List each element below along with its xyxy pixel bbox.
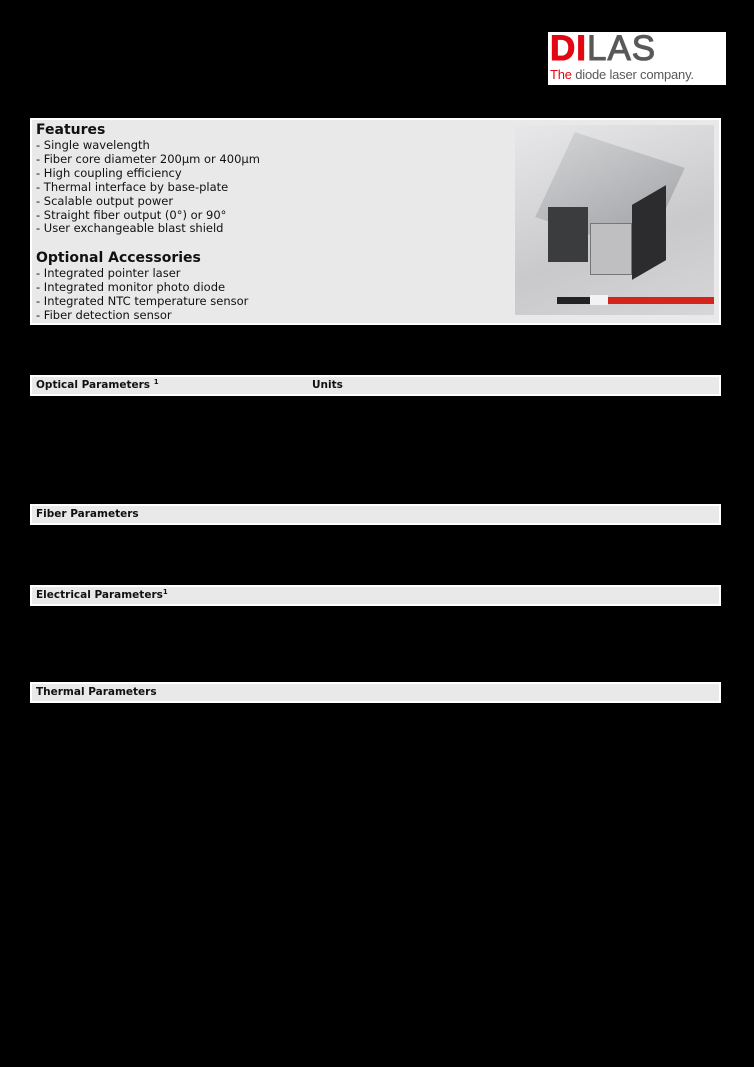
module-front-plate [590, 223, 632, 275]
feature-item: - High coupling efficiency [36, 165, 182, 180]
logo-tagline: The diode laser company. [550, 67, 694, 82]
accessory-item: - Fiber detection sensor [36, 307, 172, 322]
fiber-parameters-header [30, 504, 721, 525]
accessories-list [36, 267, 248, 323]
accessory-item: - Integrated pointer laser [36, 266, 181, 280]
fiber-label [590, 295, 608, 305]
features-heading: Features [36, 122, 106, 138]
thermal-parameters-header [30, 682, 721, 703]
section-title: Thermal Parameters [36, 686, 157, 698]
electrical-parameters-header [30, 585, 721, 606]
features-list [36, 139, 260, 236]
accessory-item: - Integrated monitor photo diode [36, 279, 226, 294]
footnote-marker: 1 [162, 588, 168, 596]
feature-item: - Single wavelength [36, 138, 150, 152]
feature-item: - Scalable output power [36, 193, 174, 208]
section-title: Fiber Parameters [36, 508, 139, 520]
dilas-logo [548, 29, 726, 85]
feature-item: - Fiber core diameter 200µm or 400µm [36, 151, 260, 166]
features-panel [30, 118, 721, 325]
accessory-item: - Integrated NTC temperature sensor [36, 293, 249, 308]
accessories-heading: Optional Accessories [36, 250, 201, 266]
logo-wordmark: DILAS [550, 29, 657, 68]
section-title: Optical Parameters [36, 379, 151, 391]
feature-item: - Straight fiber output (0°) or 90° [36, 207, 227, 222]
optical-parameters-header [30, 375, 721, 396]
product-image [515, 125, 714, 315]
feature-item: - User exchangeable blast shield [36, 221, 224, 236]
units-column-header: Units [312, 379, 343, 391]
feature-item: - Thermal interface by base-plate [36, 179, 229, 194]
module-vent-grille [548, 207, 588, 262]
fiber-cable [600, 297, 714, 304]
footnote-marker: 1 [153, 378, 159, 386]
section-title: Electrical Parameters [36, 589, 163, 601]
